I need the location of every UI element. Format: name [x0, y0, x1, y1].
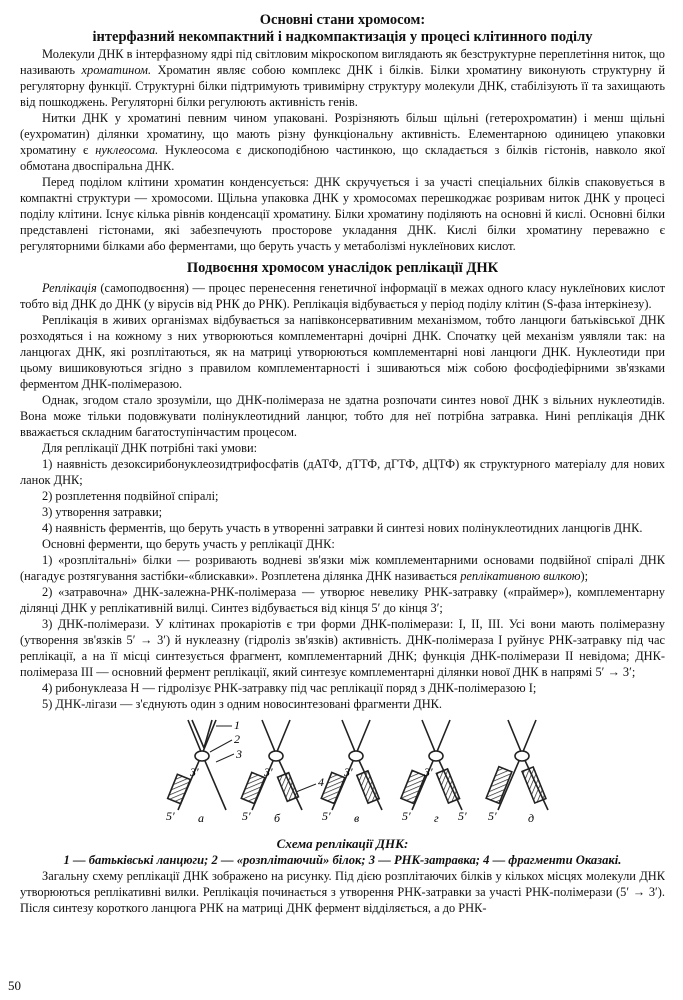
text: Молекули ДНК в інтерфазному ядрі під світловим мікроскопом виглядають як безструктурне переплетіння ниток, що називають: [20, 47, 665, 77]
end-label: 3′: [424, 765, 433, 779]
paragraph: Основні ферменти, що беруть участь у реплікації ДНК:: [42, 537, 335, 551]
figure-caption-legend: 1 — батьківські ланцюги; 2 — «розплітаючий» білок; 3 — РНК-затравка; 4 — фрагменти Оказакі.: [63, 853, 622, 867]
end-label: 5′: [488, 809, 497, 823]
fork-d: [486, 720, 548, 810]
list-item: 1) наявність дезоксирибонуклеозидтрифосфатів (дАТФ, дТТФ, дГТФ, дЦТФ) як структурного матеріалу для нових ланок ДНК;: [20, 457, 665, 487]
paragraph: [20, 110, 665, 174]
end-label: 5′: [402, 809, 411, 823]
text: 1) «розплітальні» білки — розривають водневі зв'язки між комплементарними основами подвійної спіралі ДНК (нагадує розтягування застібки-«блискавки». Розплетена ділянка ДНК називається: [20, 553, 665, 583]
end-label: 3′: [264, 765, 273, 779]
end-label: 5′: [322, 809, 331, 823]
text: (самоподвоєння) — процес перенесення генетичної інформації в межах одного класу нуклеїнових кислот тобто від ДНК до ДНК (у вірусів від РНК до РНК). Реплікація відбувається у період поділу клітин (S-фаза інтеркінезу).: [20, 281, 665, 311]
term: реплікативною вилкою: [460, 569, 581, 583]
figure-caption-title: Схема реплікації ДНК:: [276, 836, 409, 851]
text: Нуклеосома є дископодібною частинкою, що складається з білків гістонів, навколо якої обмотана двоспіральна ДНК.: [20, 143, 666, 173]
list-item: 5) ДНК-лігази — з'єднують один з одним новосинтезовані фрагменти ДНК.: [42, 697, 443, 711]
panel-label-a: а: [198, 811, 204, 825]
end-label: 3′: [190, 765, 199, 779]
paragraph: Однак, згодом стало зрозуміли, що ДНК-полімераза не здатна розпочати синтез нової ДНК з вільних нуклеотидів. Вона може тільки подовжувати полінуклеотидний ланцюг, тобто для неї потрібна затравка. Нині реплікація ДНК вважається складним багатоступінчастим процесом.: [20, 393, 665, 439]
term: Реплікація: [42, 281, 97, 295]
paragraph: [20, 280, 665, 312]
page-subtitle: інтерфазний некомпактний і надкомпактизація у процесі клітинного поділу: [92, 29, 593, 45]
panel-label-v: в: [354, 811, 360, 825]
end-label: 5′: [458, 809, 467, 823]
callout-2: 2: [234, 732, 240, 746]
panel-label-d: д: [528, 811, 535, 825]
paragraph: Для реплікації ДНК потрібні такі умови:: [42, 441, 258, 455]
page-number: 50: [8, 978, 21, 993]
text: );: [580, 569, 589, 583]
end-label: 5′: [242, 809, 251, 823]
callout-4: 4: [318, 775, 324, 789]
list-item: 4) рибонуклеаза Н — гідролізує РНК-затравку під час реплікації поряд з ДНК-полімеразою І;: [42, 681, 537, 695]
section-heading: Подвоєння хромосом унаслідок реплікації ДНК: [186, 260, 499, 276]
text: Хроматин являє собою комплекс ДНК і білків. Білки хроматину виконують структурну й регуляторну функції. Структурні білки підтримують тривимірну структуру молекули ДНК, стабілізують її та захищають від пошкоджень. Регуляторні білки регулюють активність генів.: [20, 63, 665, 109]
term: нуклеосома.: [95, 143, 159, 157]
panel-label-b: б: [274, 811, 281, 825]
list-item: 2) розплетення подвійної спіралі;: [42, 489, 219, 503]
callout-3: 3: [236, 747, 242, 761]
paragraph: Перед поділом клітини хроматин конденсується: ДНК скручується і за участі спеціальних білків спаковується в компактні структури — хромосоми. Щільна упаковка ДНК у хромосомах перешкоджає розривам ниток ДНК у процесі поділу клітини. Існує кілька рівнів конденсації хроматину. Білки хроматину поділяють на основні й кислі. Основні білки представлені гістонами, які забезпечують просторове укладання ДНК. Кислі білки хроматину переважно є регуляторними білками або ферментами, що беруть участь у метаболізмі нуклеїнових кислот.: [20, 175, 665, 253]
list-item: 2) «затравочна» ДНК-залежна-РНК-полімераза — утворює невелику РНК-затравку («праймер»), комплементарну ділянці ДНК у реплікативній вилці. Синтез відбувається від кінця 5′ до кінця 3′;: [20, 585, 665, 615]
paragraph: Реплікація в живих організмах відбувається за напівконсервативним механізмом, тобто ланцюги батьківської ДНК розходяться і на кожному з них утворюються комплементарні дочірні ДНК. Спочатку цей механізм уявляли так: на ланцюгах ДНК, які розплітаються, як на матриці утворюються комплементарні нові ланцюги ДНК. Нуклеотиди при цьому вишиковуються згідно з правилом комплементарності і зшиваються між собою фосфодіефірними зв'язками ферментом ДНК-полімеразою.: [20, 313, 665, 391]
end-label: 3′: [344, 765, 353, 779]
page-title: Основні стани хромосом:: [259, 12, 426, 28]
text: Нитки ДНК у хроматині певним чином упаковані. Розрізняють більш щільні (гетерохроматин) і менш щільні (еухроматин) ділянки хроматину, що мають різну функціональну активність. Елементарною одиницею упаковки хроматину є: [20, 111, 665, 157]
list-item: 3) утворення затравки;: [42, 505, 163, 519]
paragraph: Загальну схему реплікації ДНК зображено на рисунку. Під дією розплітаючих білків у кількох місцях молекули ДНК утворюються реплікативні вилки. Реплікація починається з утворення РНК-затравки за участі РНК-полімерази (5′ → 3′). Після синтезу короткого ланцюга РНК на матриці ДНК фермент відділяється, а до РНК-: [20, 869, 665, 915]
list-item: 4) наявність ферментів, що беруть участь в утворенні затравки й синтезі нових полінуклеотидних ланцюгів ДНК.: [42, 521, 643, 535]
panel-label-g: г: [434, 811, 439, 825]
end-label: 5′: [166, 809, 175, 823]
replication-fork-drawings: [20, 718, 665, 828]
term: хроматином.: [81, 63, 152, 77]
replication-diagram: [20, 718, 665, 828]
list-item: 3) ДНК-полімерази. У клітинах прокаріотів є три форми ДНК-полімерази: І, ІІ, ІІІ. Усі вони мають полімеразну (утворення зв'язків 5′ → 3′) й нуклеазну (гідроліз зв'язків) активність. ДНК-полімераза І руйнує РНК-затравку під час реплікації, а на її місці синтезується фрагмент, комплементарний ДНК; функція ДНК-полімерази ІІ невідома; ДНК-полімераза ІІІ — основний фермент реплікації, який синтезує комплементарні ділянки нової ДНК в напрямі 5′ → 3′;: [20, 617, 665, 679]
paragraph: [20, 46, 665, 110]
callout-1: 1: [234, 718, 240, 732]
list-item: [20, 552, 665, 584]
